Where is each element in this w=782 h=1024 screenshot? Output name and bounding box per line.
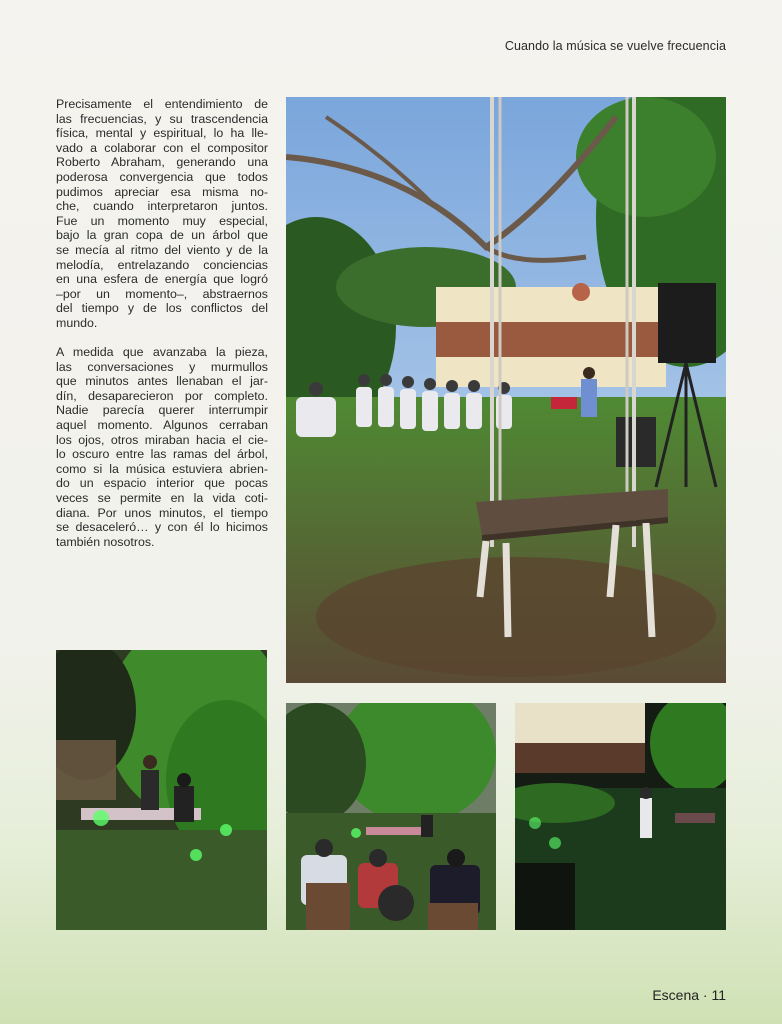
photo-musicians-green-lights	[56, 650, 267, 930]
photo-garden-night	[515, 703, 726, 930]
running-header: Cuando la música se vuelve frecuencia	[504, 39, 726, 53]
main-photo-garden-swing	[286, 97, 726, 683]
text-line: también nosotros.	[56, 534, 155, 549]
text-line: Fue un momento muy especial,	[56, 213, 268, 228]
text-line: física, mental y espiritual, lo ha lle-	[56, 126, 268, 141]
text-line: las frecuencias, y su trascendencia	[56, 111, 268, 126]
text-line: poderosa convergencia que todos	[56, 169, 268, 184]
text-line: Nadie parecía querer interrumpir	[56, 403, 268, 418]
text-line: che, cuando interpretaron juntos.	[56, 199, 268, 214]
text-line: dín, desaparecieron por completo.	[56, 388, 268, 403]
text-line: Precisamente el entendimiento de	[56, 97, 268, 111]
text-line: del tiempo y de los conflictos del	[56, 301, 268, 316]
text-line: lo oscuro entre las ramas del árbol,	[56, 447, 268, 462]
text-line: se mecía al ritmo del viento y de la	[56, 242, 268, 257]
text-line: do un espacio interior que pocas	[56, 476, 268, 491]
text-line: en una esfera de energía que logró	[56, 272, 268, 287]
text-line: diana. Por unos minutos, el tiempo	[56, 505, 268, 520]
text-line: Roberto Abraham, generando una	[56, 155, 268, 170]
text-line: que minutos antes llenaban el jar-	[56, 374, 268, 389]
text-line: aquel momento. Algunos cerraban	[56, 418, 268, 433]
text-line: como si la música estuviera abrien-	[56, 461, 268, 476]
text-line: mundo.	[56, 315, 98, 330]
article-paragraph-1	[56, 97, 268, 331]
text-line: melodía, entrelazando conciencias	[56, 257, 268, 272]
text-line: los ojos, otros miraban hacia el cie-	[56, 432, 268, 447]
text-line: –por un momento–, abstraernos	[56, 286, 268, 301]
text-line: veces se permite en la vida coti-	[56, 491, 268, 506]
article-body	[56, 97, 268, 564]
text-line: vado a colaborar con el compositor	[56, 140, 268, 155]
photo-audience-watching	[286, 703, 496, 930]
text-line: bajo la gran copa de un árbol que	[56, 228, 268, 243]
page-folio: Escena · 11	[652, 987, 726, 1003]
article-paragraph-2	[56, 345, 268, 549]
text-line: A medida que avanzaba la pieza,	[56, 345, 268, 360]
text-line: pudimos apreciar esa misma no-	[56, 184, 268, 199]
text-line: se desaceleró… y con él lo hicimos	[56, 520, 268, 535]
text-line: las conversaciones y murmullos	[56, 359, 268, 374]
